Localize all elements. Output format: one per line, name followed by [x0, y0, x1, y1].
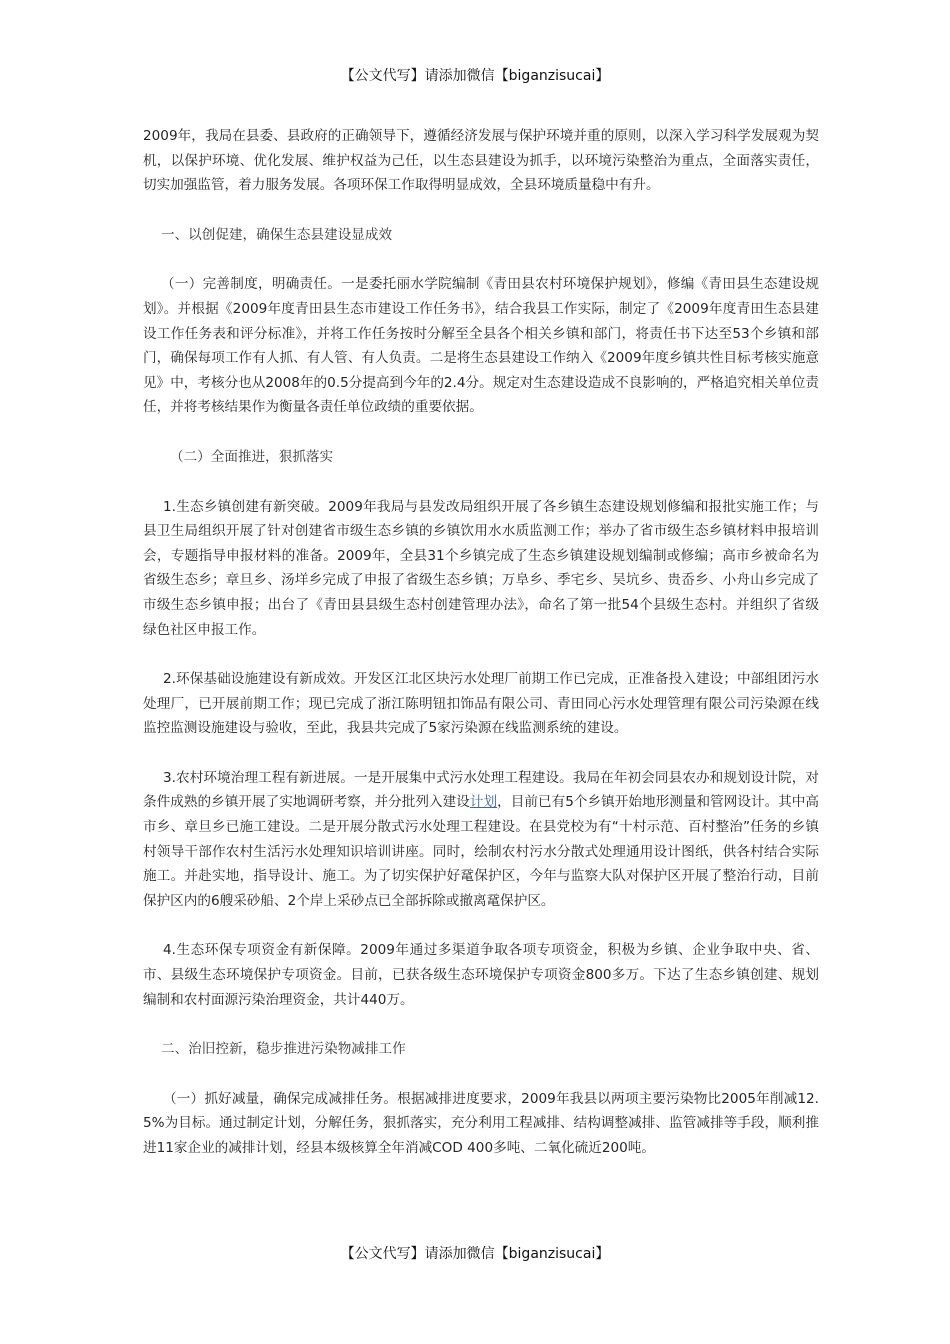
section1-paragraph1: （一）完善制度，明确责任。一是委托丽水学院编制《青田县农村环境保护规划》，修编《青田县生态建设规划》。并根据《2009年度青田县生态市建设工作任务书》，结合我县工作实际，制定了《2009年度青田生态县建设工作任务表和评分标准》，并将工作任务按时分解至全县各个相关乡镇和部门，将责任书下达至53个乡镇和部门，确保每项工作有人抓、有人管、有人负责。二是将生态县建设工作纳入《2009年度乡镇共性目标考核实施意见》中，考核分也从2008年的0.5分提高到今年的2.4分。规定对生态建设造成不良影响的，严格追究相关单位责任，并将考核结果作为衡量各责任单位政绩的重要依据。 — [143, 276, 819, 416]
section2-paragraph1: （一）抓好减量，确保完成减排任务。根据减排进度要求，2009年我县以两项主要污染物比2005年削减12.5%为目标。通过制定计划，分解任务，狠抓落实，充分利用工程减排、结构调整减排、监管减排等手段，顺利推进11家企业的减排计划，经县本级核算全年消减COD 400多吨、二氧化硫近200吨。 — [143, 1090, 819, 1156]
section1-title: 一、以创促建，确保生态县建设显成效 — [161, 226, 393, 243]
item2-paragraph: 2.环保基础设施建设有新成效。开发区江北区块污水处理厂前期工作已完成，正准备投入建设；中部组团污水处理厂，已开展前期工作；现已完成了浙江陈明钮扣饰品有限公司、青田同心污水处理管理有限公司污染源在线监控监测设施建设与验收，至此，我县共完成了5家污染源在线监测系统的建设。 — [143, 671, 819, 737]
footer-banner: 【公文代写】请添加微信【biganzisucai】 — [340, 1246, 610, 1262]
item3-paragraph — [143, 766, 819, 914]
item1-paragraph: 1.生态乡镇创建有新突破。2009年我局与县发改局组织开展了各乡镇生态建设规划修编和报批实施工作；与县卫生局组织开展了针对创建省市级生态乡镇的乡镇饮用水水质监测工作；举办了省市级生态乡镇材料申报培训会，专题指导申报材料的准备。2009年，全县31个乡镇完成了生态乡镇建设规划编制或修编；高市乡被命名为省级生态乡；章旦乡、汤垟乡完成了申报了省级生态乡镇；万阜乡、季宅乡、吴坑乡、贵岙乡、小舟山乡完成了市级生态乡镇申报；出台了《青田县县级生态村创建管理办法》，命名了第一批54个县级生态村。并组织了省级绿色社区申报工作。 — [143, 498, 819, 638]
item3-text-after: ，目前已有5个乡镇开始地形测量和管网设计。其中高市乡、章旦乡已施工建设。二是开展分散式污水处理工程建设。在县党校为有“十村示范、百村整治”任务的乡镇村领导干部作农村生活污水处理知识培训讲座。同时，绘制农村污水分散式处理通用设计图纸，供各村结合实际施工。并赴实地，指导设计、施工。为了切实保护好鼋保护区，今年与监察大队对保护区开展了整治行动，目前保护区内的6艘采砂船、2个岸上采砂点已全部拆除或撤离鼋保护区。 — [143, 794, 820, 909]
section2-title: 二、治旧控新，稳步推进污染物减排工作 — [161, 1041, 406, 1058]
document-body — [143, 124, 819, 1161]
item3-text-before: 3.农村环境治理工程有新进展。一是开展集中式污水处理工程建设。我局在年初会同县农办和规划设计院，对条件成熟的乡镇开展了实地调研考察，并分批列入建设 — [143, 769, 819, 811]
item4-paragraph: 4.生态环保专项资金有新保障。2009年通过多渠道争取各项专项资金，积极为乡镇、企业争取中央、省、市、县级生态环境保护专项资金。目前，已获各级生态环境保护专项资金800多万。下达了生态乡镇创建、规划编制和农村面源污染治理资金，共计440万。 — [143, 942, 819, 1008]
intro-paragraph: 2009年，我局在县委、县政府的正确领导下，遵循经济发展与保护环境并重的原则，以深入学习科学发展观为契机，以保护环境、优化发展、维护权益为己任，以生态县建设为抓手，以环境污染整治为重点，全面落实责任，切实加强监管，着力服务发展。各项环保工作取得明显成效，全县环境质量稳中有升。 — [143, 128, 819, 194]
plan-link[interactable]: 计划 — [469, 794, 498, 811]
header-banner: 【公文代写】请添加微信【biganzisucai】 — [340, 68, 610, 84]
section1-subtitle2: （二）全面推进，狠抓落实 — [170, 448, 334, 465]
